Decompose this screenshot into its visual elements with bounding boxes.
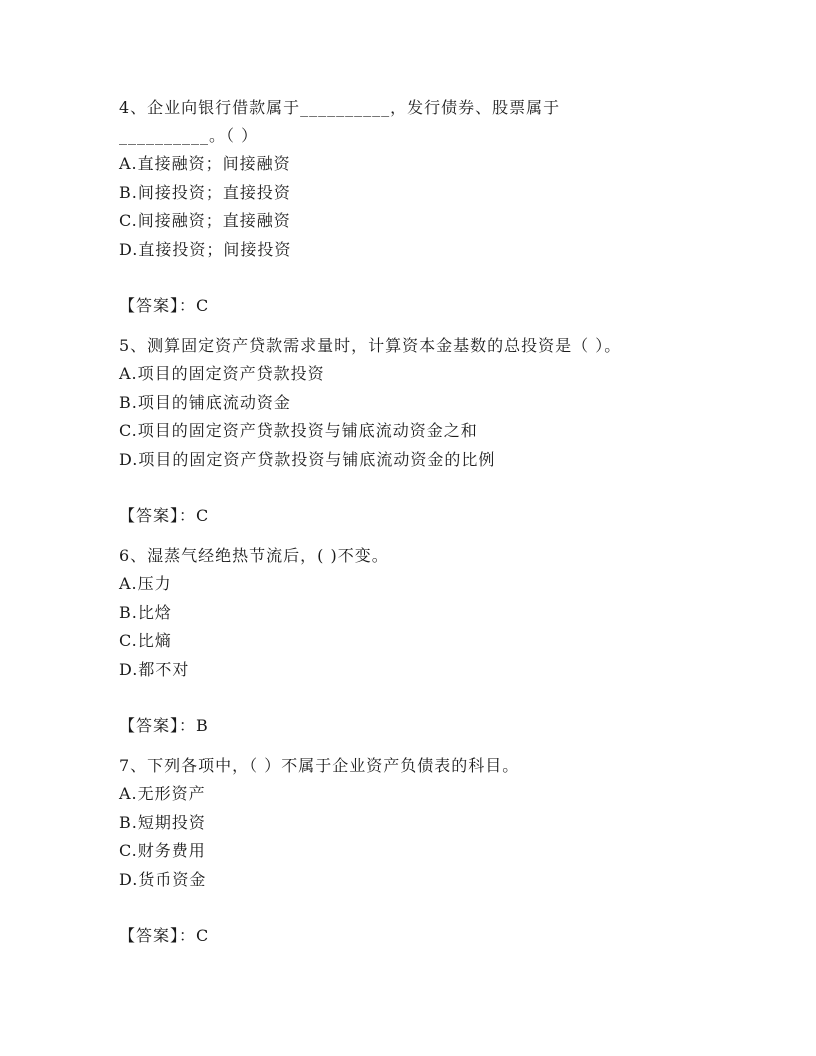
option-list: [119, 150, 699, 264]
option-list: [119, 360, 699, 474]
question-4: [119, 94, 699, 320]
option-b: B.比焓: [119, 602, 172, 622]
option-c: C.比熵: [119, 631, 172, 650]
option-a: A.项目的固定资产贷款投资: [119, 364, 325, 383]
question-6: [119, 542, 699, 740]
question-stem: [119, 332, 699, 360]
question-stem-line: 6、湿蒸气经绝热节流后，( )不变。: [119, 546, 389, 565]
option-c: C.间接融资；直接融资: [119, 211, 291, 230]
option-d: D.都不对: [119, 659, 190, 679]
option-a: A.无形资产: [119, 784, 206, 803]
answer-line: 【答案】：C: [119, 506, 210, 525]
question-stem: [119, 542, 699, 570]
option-a: A.直接融资；间接融资: [119, 154, 291, 173]
question-5: [119, 332, 699, 530]
option-list: [119, 780, 699, 894]
question-stem: [119, 752, 699, 780]
option-d: D.项目的固定资产贷款投资与铺底流动资金的比例: [119, 449, 496, 469]
option-list: [119, 570, 699, 684]
option-c: C.财务费用: [119, 841, 206, 860]
option-d: D.直接投资；间接投资: [119, 239, 292, 259]
answer-line: 【答案】：C: [119, 926, 210, 945]
question-stem: [119, 94, 699, 150]
question-7: [119, 752, 699, 950]
question-stem-line: 7、下列各项中，（ ）不属于企业资产负债表的科目。: [119, 756, 520, 775]
option-b: B.间接投资；直接投资: [119, 182, 291, 202]
question-stem-line: 5、测算固定资产贷款需求量时，计算资本金基数的总投资是（ ）。: [119, 336, 622, 355]
option-a: A.压力: [119, 574, 172, 593]
option-b: B.短期投资: [119, 812, 206, 832]
question-stem-line: 4、企业向银行借款属于__________，发行债券、股票属于: [119, 98, 561, 117]
answer-line: 【答案】：B: [119, 716, 209, 735]
exam-page: [119, 94, 699, 950]
option-d: D.货币资金: [119, 869, 207, 889]
option-c: C.项目的固定资产贷款投资与铺底流动资金之和: [119, 421, 478, 440]
option-b: B.项目的铺底流动资金: [119, 392, 291, 412]
answer-line: 【答案】：C: [119, 296, 210, 315]
question-stem-line: __________。（ ）: [119, 126, 259, 145]
